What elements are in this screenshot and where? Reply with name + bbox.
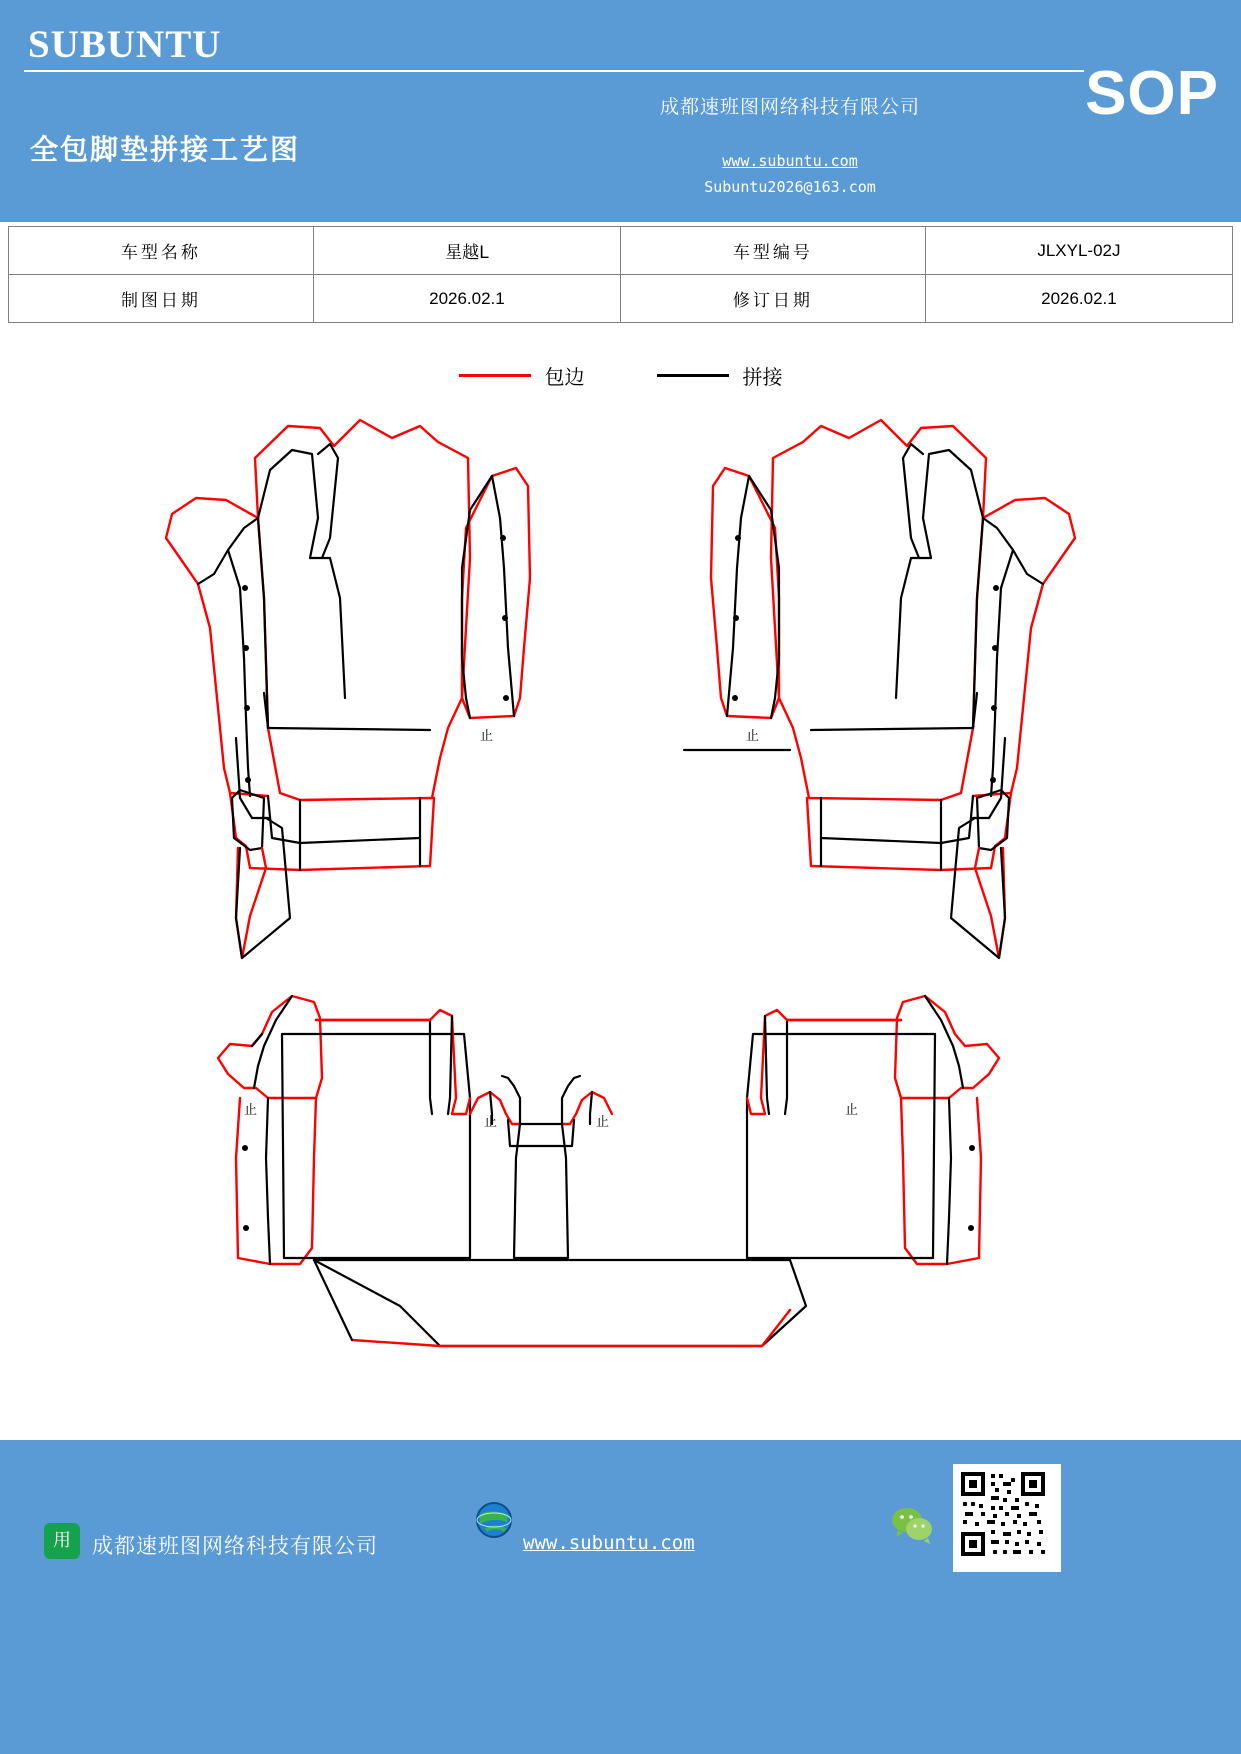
wechat-icon: [890, 1505, 934, 1545]
floor-mat-pattern-drawing: [0, 398, 1241, 1408]
legend: [0, 352, 1241, 398]
cell-label-model-code: 车型编号: [620, 227, 925, 275]
svg-text:止: 止: [244, 1103, 258, 1118]
header-website-link[interactable]: www.subuntu.com: [722, 152, 858, 170]
cell-label-draw-date: 制图日期: [9, 275, 314, 323]
svg-text:止: 止: [484, 1115, 498, 1130]
cell-value-draw-date: 2026.02.1: [313, 275, 620, 323]
globe-icon: [474, 1500, 514, 1540]
svg-text:止: 止: [845, 1103, 859, 1118]
table-row: [9, 227, 1233, 275]
cell-value-revision-date: 2026.02.1: [925, 275, 1232, 323]
cell-value-model-code: JLXYL-02J: [925, 227, 1232, 275]
legend-item-seam: [657, 361, 783, 390]
line-red-icon: [459, 374, 531, 377]
cell-label-revision-date: 修订日期: [620, 275, 925, 323]
vehicle-info-table: [8, 226, 1233, 323]
svg-text:止: 止: [480, 729, 494, 744]
line-black-icon: [657, 374, 729, 377]
legend-item-binding: [459, 361, 585, 390]
page-header: [0, 0, 1241, 222]
cell-value-model-name: 星越L: [313, 227, 620, 275]
sop-badge: SOP: [1085, 59, 1219, 128]
legend-label-binding: 包边: [544, 364, 585, 389]
legend-label-seam: 拼接: [742, 364, 783, 389]
table-row: [9, 275, 1233, 323]
footer-website-link[interactable]: www.subuntu.com: [523, 1532, 695, 1554]
svg-text:止: 止: [746, 729, 760, 744]
footer-company-name: 成都速班图网络科技有限公司: [92, 1534, 378, 1558]
qr-code-icon: [953, 1464, 1061, 1572]
brand-logo: SUBUNTU: [28, 23, 222, 66]
header-company-name: 成都速班图网络科技有限公司: [659, 96, 920, 118]
svg-text:止: 止: [596, 1115, 610, 1130]
header-divider: [24, 70, 1084, 72]
header-email: Subuntu2026@163.com: [704, 178, 876, 196]
building-icon: 用: [44, 1523, 80, 1559]
page-title: 全包脚垫拼接工艺图: [30, 133, 301, 166]
cell-label-model-name: 车型名称: [9, 227, 314, 275]
